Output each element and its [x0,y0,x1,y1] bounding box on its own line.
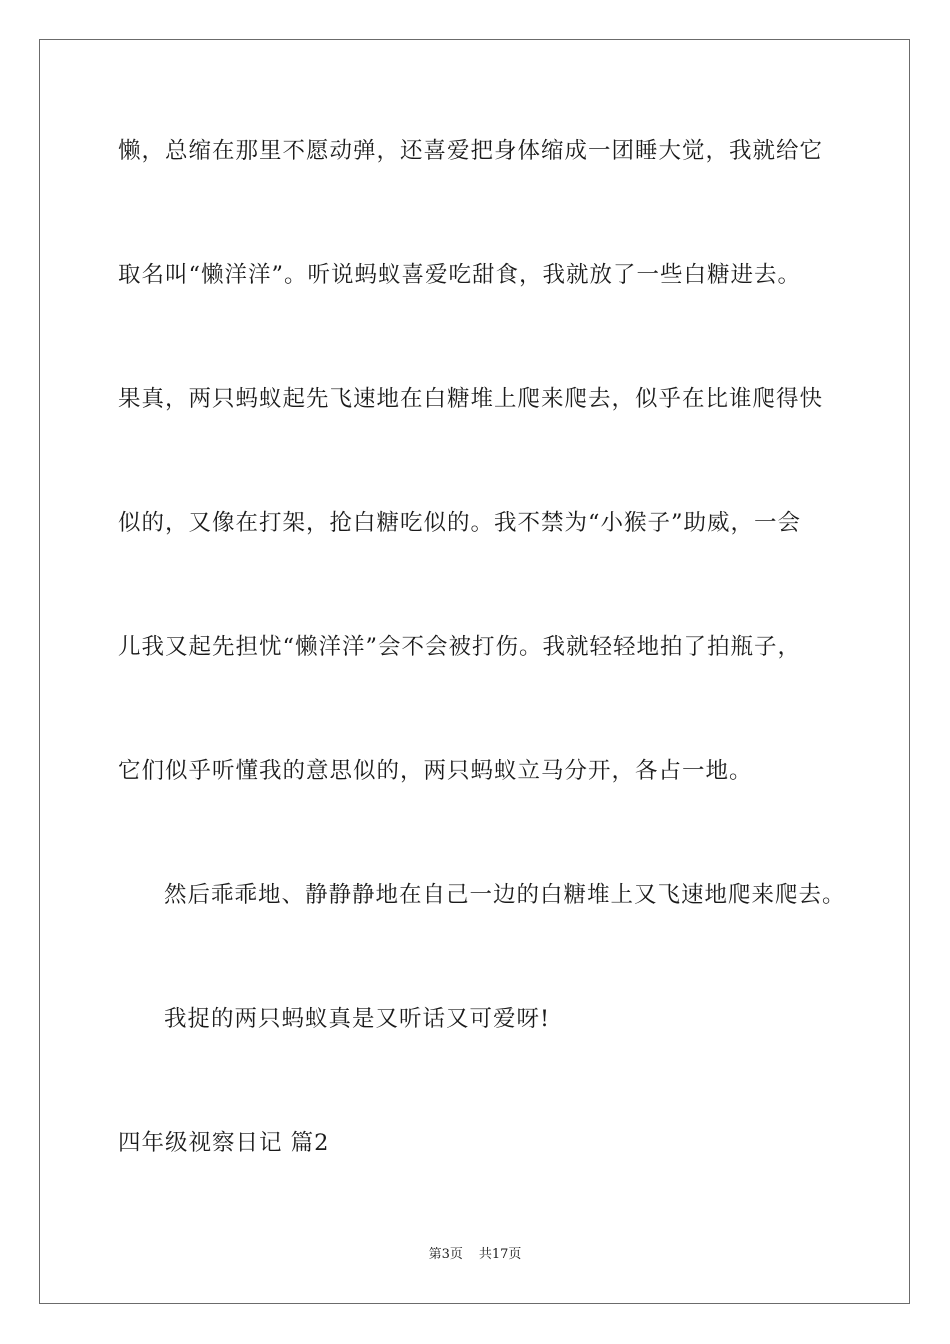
paragraph-line: 儿我又起先担忧“懒洋洋”会不会被打伤。我就轻轻地拍了拍瓶子， [118,634,802,660]
page-border [39,39,910,1304]
page-total: 共17页 [478,1247,522,1262]
paragraph-text: 然后乖乖地、静静静地在自己一边的白糖堆上又飞速地爬来爬去。 [164,882,846,908]
page-number: 第3页 [428,1247,463,1262]
paragraph-text: 我捉的两只蚂蚁真是又听话又可爱呀! [164,1006,551,1032]
paragraph-line: 取名叫“懒洋洋”。听说蚂蚁喜爱吃甜食，我就放了一些白糖进去。 [118,262,802,288]
paragraph-line: 果真，两只蚂蚁起先飞速地在白糖堆上爬来爬去，似乎在比谁爬得快 [118,386,824,412]
paragraph-line: 似的，又像在打架，抢白糖吃似的。我不禁为“小猴子”助威，一会 [118,510,802,536]
page-footer [0,1247,950,1263]
paragraph-line: 它们似乎听懂我的意思似的，两只蚂蚁立马分开，各占一地。 [118,758,753,784]
paragraph-line: 懒，总缩在那里不愿动弹，还喜爱把身体缩成一团睡大觉，我就给它 [118,138,824,164]
section-heading: 四年级视察日记 篇2 [118,1130,330,1156]
